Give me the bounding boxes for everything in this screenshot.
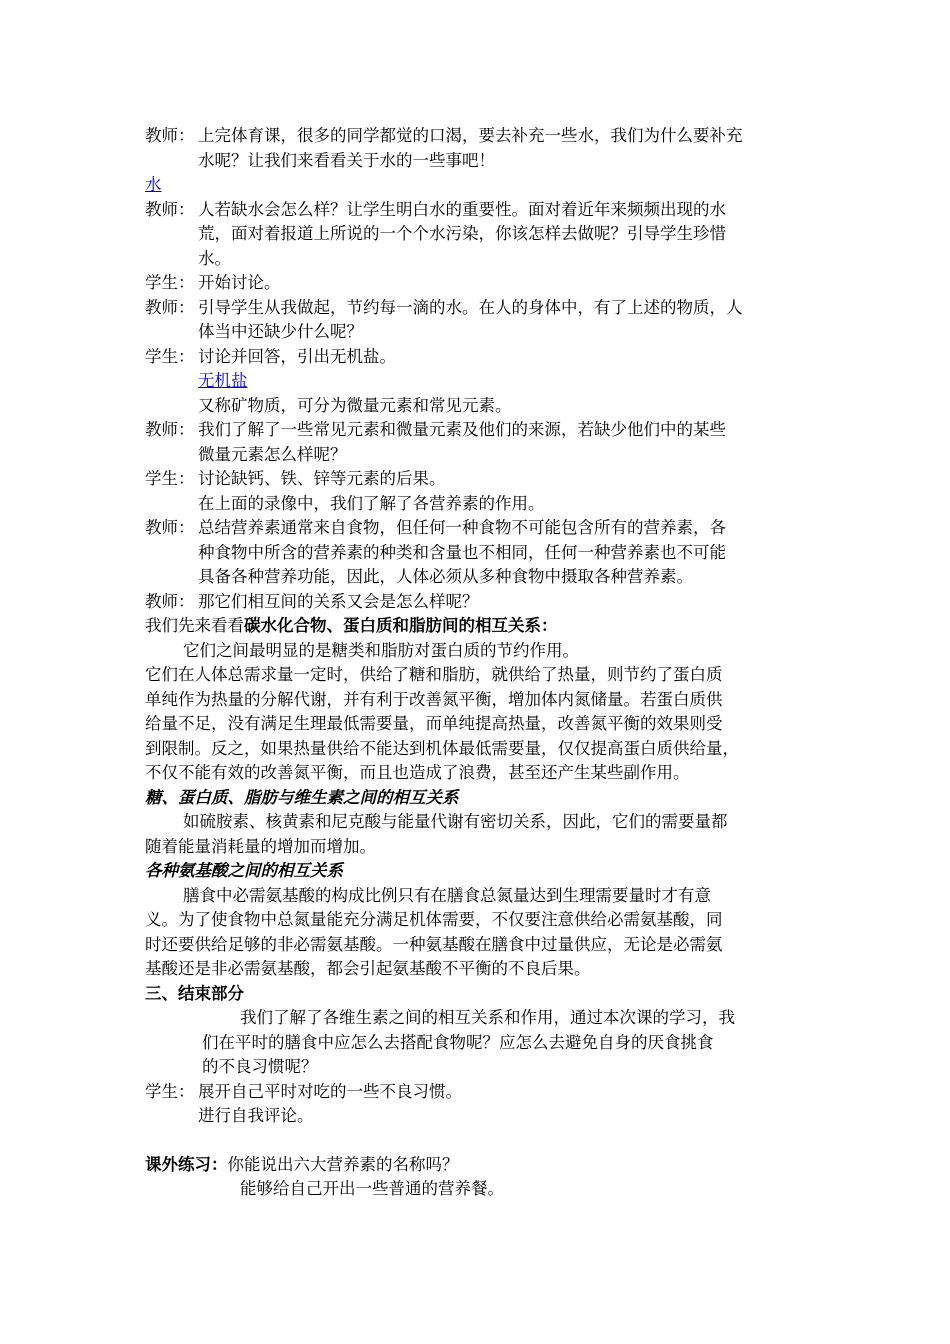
speaker-label: 教师： [145,518,195,537]
text-line: 那它们相互间的关系又会是怎么样呢？ [198,591,479,611]
speaker-label: 教师： [145,297,195,317]
section-intro [145,614,810,639]
text-line: 讨论并回答，引出无机盐。 [198,346,396,366]
text-line: 引导学生从我做起，节约每一滴的水。在人的身体中，有了上述的物质，人 [198,297,743,317]
intro-text: 我们先来看看 [145,616,244,635]
teacher-paragraph [145,418,810,467]
text-line: 种食物中所含的营养素的种类和含量也不相同，任何一种营养素也不可能 [198,542,726,562]
exercise-line [145,1153,810,1178]
speaker-label: 教师： [145,126,195,145]
text-line: 随着能量消耗量的增加而增加。 [145,836,376,856]
speaker-label: 学生： [145,273,195,292]
text-line: 如硫胺素、核黄素和尼克酸与能量代谢有密切关系，因此，它们的需要量都 [183,812,728,831]
text-line: 体当中还缺少什么呢？ [198,322,363,341]
teacher-paragraph [145,198,810,272]
text-line: 到限制。反之，如果热量供给不能达到机体最低需要量，仅仅提高蛋白质供给量， [145,738,739,758]
text-line: 总结营养素通常来自食物，但任何一种食物不可能包含所有的营养素，各 [198,518,726,537]
text-line: 义。为了使食物中总氮量能充分满足机体需要，不仅要注意供给必需氨基酸，同 [145,910,723,929]
exercise-text: 你能说出六大营养素的名称吗？ [227,1154,459,1174]
speaker-label: 教师： [145,420,195,439]
water-link-line [145,173,810,198]
speaker-label: 教师： [145,591,195,611]
body-paragraph [145,1006,810,1080]
text-line: 基酸还是非必需氨基酸，都会引起氨基酸不平衡的不良后果。 [145,959,591,978]
text-line: 水呢？让我们来看看关于水的一些事吧！ [198,150,495,170]
inorganic-salt-link[interactable]: 无机盐 [198,371,248,390]
section-heading: 各种氨基酸之间的相互关系 [145,861,343,880]
speaker-label: 学生： [145,1081,195,1101]
text-line: 时还要供给足够的非必需氨基酸。一种氨基酸在膳食中过量供应，无论是必需氨 [145,934,723,954]
student-paragraph [145,345,810,419]
body-paragraph [145,663,810,786]
text-line: 具备各种营养功能，因此，人体必须从多种食物中摄取各种营养素。 [198,567,693,586]
text-line: 给量不足，没有满足生理最低需要量，而单纯提高热量，改善氮平衡的效果则受 [145,714,723,733]
text-line: 我们了解了一些常见元素和微量元素及他们的来源，若缺少他们中的某些 [198,420,726,439]
text-line: 它们在人体总需求量一定时，供给了糖和脂肪，就供给了热量，则节约了蛋白质 [145,665,723,684]
text-line: 膳食中必需氨基酸的构成比例只有在膳食总氮量达到生理需要量时才有意 [183,885,711,905]
text-line: 们在平时的膳食中应怎么去搭配食物呢？应怎么去避免自身的厌食挑食 [202,1032,714,1052]
text-line: 讨论缺钙、铁、锌等元素的后果。 [198,469,446,488]
text-line: 我们了解了各维生素之间的相互关系和作用，通过本次课的学习，我 [240,1008,735,1027]
text-line: 水。 [198,248,231,268]
text-line: 的不良习惯呢？ [202,1057,318,1076]
exercise-label: 课外练习： [145,1154,228,1174]
teacher-paragraph [145,516,810,590]
text-line: 单纯作为热量的分解代谢，并有利于改善氮平衡，增加体内氮储量。若蛋白质供 [145,689,723,709]
water-link[interactable]: 水 [145,175,162,194]
teacher-paragraph [145,590,810,615]
text-line: 在上面的录像中，我们了解了各营养素的作用。 [198,493,545,513]
text-line: 又称矿物质，可分为微量元素和常见元素。 [198,395,512,415]
teacher-paragraph [145,296,810,345]
section-heading: 糖、蛋白质、脂肪与维生素之间的相互关系 [145,787,459,807]
section-heading-bold: 碳水化合物、蛋白质和脂肪间的相互关系： [244,616,558,635]
text-line: 人若缺水会怎么样？让学生明白水的重要性。面对着近年来频频出现的水 [198,199,726,219]
text-line: 开始讨论。 [198,273,281,292]
text-line: 上完体育课，很多的同学都觉的口渴，要去补充一些水，我们为什么要补充 [198,126,743,145]
student-paragraph [145,1080,810,1129]
document-page [145,124,810,1202]
exercise-text: 能够给自己开出一些普通的营养餐。 [240,1179,504,1198]
section-heading: 三、结束部分 [145,983,244,1003]
teacher-paragraph [145,124,810,173]
body-paragraph [145,810,810,859]
speaker-label: 学生： [145,346,195,366]
text-line: 展开自己平时对吃的一些不良习惯。 [198,1081,462,1101]
text-line: 不仅不能有效的改善氮平衡，而且也造成了浪费，甚至还产生某些副作用。 [145,763,690,782]
student-paragraph [145,271,810,296]
student-paragraph [145,467,810,516]
text-line: 它们之间最明显的是糖类和脂肪对蛋白质的节约作用。 [183,640,579,660]
speaker-label: 学生： [145,469,195,488]
body-paragraph [145,884,810,982]
text-line: 微量元素怎么样呢？ [198,444,347,464]
speaker-label: 教师： [145,199,195,219]
text-line: 荒，面对着报道上所说的一个个水污染，你该怎样去做呢？引导学生珍惜 [198,224,726,243]
text-line: 进行自我评论。 [198,1106,314,1125]
